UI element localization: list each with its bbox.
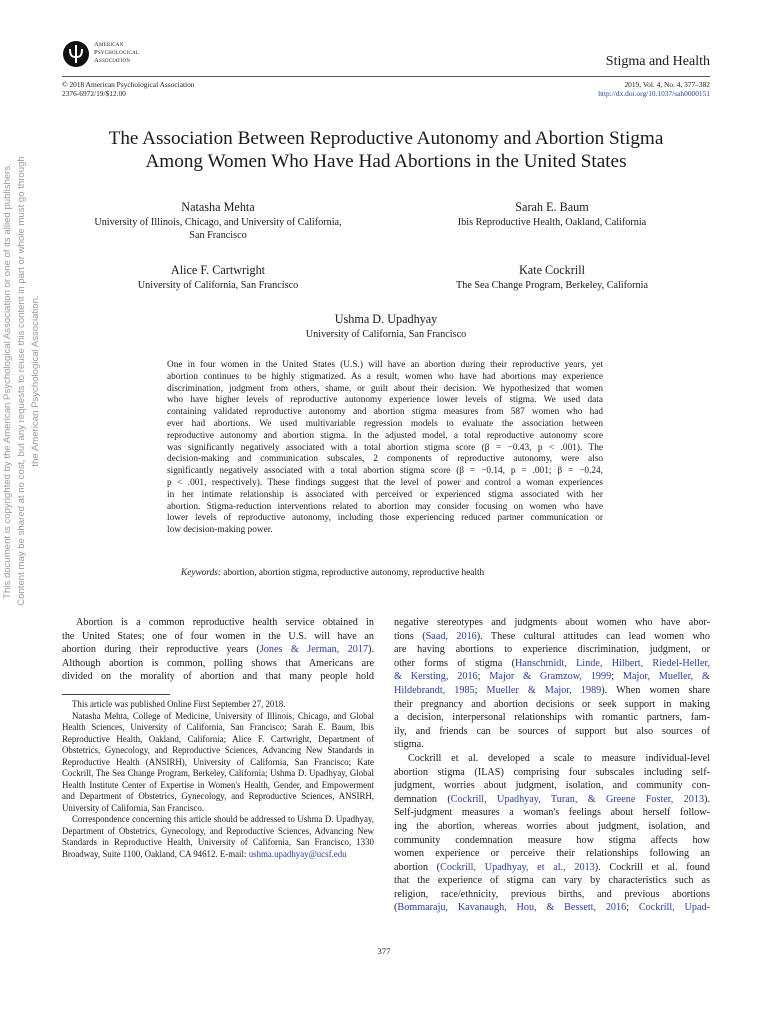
body-line xyxy=(394,670,710,684)
body-line: Abortion is a common reproductive health service obtained in xyxy=(76,617,374,628)
body-line xyxy=(394,793,710,807)
affiliation-line: San Francisco xyxy=(189,230,247,241)
body-line xyxy=(394,684,710,698)
text-run: ; xyxy=(626,902,639,914)
body-line: religion, race/ethnicity, previous births, and previous abortions xyxy=(394,888,710,900)
apa-logo xyxy=(62,40,152,74)
citation-link[interactable]: Major, Mueller, & xyxy=(622,671,710,683)
author-affiliation: The Sea Change Program, Berkeley, California xyxy=(456,280,648,291)
body-line: divided on the morality of abortion and that many people hold xyxy=(62,671,374,683)
sidebar-line: This document is copyrighted by the American Psychological Association or one of its allied publishers. xyxy=(2,163,13,599)
keywords-text: abortion, abortion stigma, reproductive autonomy, reproductive health xyxy=(223,568,485,578)
body-line xyxy=(394,657,710,671)
body-line xyxy=(394,861,710,875)
journal-name: Stigma and Health xyxy=(605,54,710,69)
text-run: ; xyxy=(477,671,490,683)
text-run: ). Cockrill et al. found xyxy=(594,861,710,873)
paragraph xyxy=(394,616,710,752)
abstract-line: significantly negatively associated with a total abortion stigma score (β = −0.14, p = .001; β = −0.24, xyxy=(167,466,603,477)
text-run: ; xyxy=(611,671,623,683)
article-title xyxy=(62,127,710,173)
body-line: ing the abortion, whereas worries about judgment, isolation, and xyxy=(394,820,710,832)
email-link[interactable]: ushma.upadhyay@ucsf.edu xyxy=(248,848,347,859)
footnote-published: This article was published Online First September 27, 2018. xyxy=(72,699,286,709)
author-name: Ushma D. Upadhyay xyxy=(334,312,438,326)
abstract-line: decision-making and communication subscales, 2 components of reproductive autonomy, were also xyxy=(167,454,603,465)
body-line xyxy=(394,901,710,915)
body-line: are having abortions to experience discrimination, judgment, or xyxy=(394,644,710,656)
text-run: ). xyxy=(368,644,374,656)
text-run: ). xyxy=(704,793,710,805)
author-block xyxy=(62,200,374,242)
title-line: Among Women Who Have Had Abortions in the United States xyxy=(145,151,627,172)
citation-link[interactable]: Cockrill, Upad- xyxy=(638,902,710,914)
body-line: women experience or perceive their relationships following an xyxy=(394,848,710,860)
abstract-line: lower levels of reproductive autonomy, including those experiencing reduced partner communication or xyxy=(167,513,603,524)
body-line: stigma. xyxy=(394,739,424,751)
citation-link[interactable]: Cockrill, Upadhyay, et al., 2013 xyxy=(440,861,595,873)
author-block xyxy=(62,312,710,341)
author-affiliation xyxy=(62,216,374,242)
copyright: © 2018 American Psychological Association xyxy=(62,80,195,89)
citation-link[interactable]: & Kersting, 2016 xyxy=(394,671,478,683)
logo-line: American xyxy=(94,41,124,48)
abstract-line: was significantly negatively associated with a total abortion stigma score (β = −0.43, p < .001). The xyxy=(167,442,603,453)
logo-line: Association xyxy=(94,57,131,64)
body-line: that the experience of stigma can vary by characteristics such as xyxy=(394,875,710,887)
author-block xyxy=(62,263,374,292)
abstract-line: low decision-making power. xyxy=(167,525,273,536)
text-run: ( xyxy=(394,902,398,914)
text-run: abortion ( xyxy=(394,861,441,873)
text-run: tions ( xyxy=(394,630,426,642)
body-left-column xyxy=(62,616,374,684)
citation-block xyxy=(598,80,710,98)
author-name: Alice F. Cartwright xyxy=(170,263,266,277)
citation-link[interactable]: Major & Gramzow, 1999 xyxy=(489,671,612,683)
body-line: abortion stigma (ILAS) comprising four subscales including self- xyxy=(394,766,710,778)
author-block xyxy=(394,263,710,292)
abstract-line: One in four women in the United States (U.S.) will have an abortion during their reproductive years, yet xyxy=(167,360,603,370)
abstract-line: abortion continues to be highly stigmatized. As a result, women who have had abortions may experience xyxy=(167,371,603,382)
abstract-line: who have higher levels of reproductive autonomy experience lower levels of stigma. We used data xyxy=(167,395,603,406)
citation-link[interactable]: Cockrill, Upadhyay, Turan, & Greene Foster, 2013 xyxy=(450,793,705,805)
abstract-line: p < .001, respectively). These findings suggest that the level of power and control a woman experiences xyxy=(167,477,603,488)
volume-info: 2019, Vol. 4, No. 4, 377–382 xyxy=(624,80,710,89)
text-run: abortion during their reproductive years ( xyxy=(62,644,260,656)
body-line: negative stereotypes and judgments about women who have abor- xyxy=(394,617,710,628)
author-name: Sarah E. Baum xyxy=(515,200,589,214)
citation-link[interactable]: Hanschmidt, Linde, Hilbert, Riedel-Heller, xyxy=(515,657,710,669)
footnote-affiliations: Natasha Mehta, College of Medicine, University of Illinois, Chicago, and Global Health Sciences, University of California, San Francisco; Sarah E. Baum, Ibis Reproductive Health, Oakland, California; Alice F. Cartwright, Department of Obstetrics, Gynecology, and Reproductive Sciences, Advancing New Standards in Reproductive Health (ANSIRH), University of California, San Francisco; Kate Cockrill, The Sea Change Program, Berkeley, California; Ushma D. Upadhyay, Global Health Institute Center of Expertise in Women's Health, Gender, and Empowerment and Department of Obstetrics, Gynecology, and Reproductive Sciences, ANSIRH, University of California, San Francisco. xyxy=(62,710,374,813)
author-name: Natasha Mehta xyxy=(181,200,255,214)
citation-link[interactable]: Hildebrandt, 1985 xyxy=(394,684,475,696)
body-line xyxy=(62,643,374,657)
correspondence-text: Correspondence concerning this article should be addressed to Ushma D. Upadhyay, Department of Obstetrics, Gynecology, and Reproductive Sciences, Advancing New Standards in Reproductive Health, University of California, San Francisco, 1330 Broadway, Suite 1100, Oakland, CA 94612. E-mail: xyxy=(62,814,374,859)
body-line xyxy=(394,630,710,644)
body-line: ily, and friends can be sources of support but also sources of xyxy=(394,725,710,737)
abstract xyxy=(167,360,603,537)
citation-link[interactable]: Bommaraju, Kavanaugh, Hou, & Bessett, 2016 xyxy=(397,902,627,914)
citation-link[interactable]: Jones & Jerman, 2017 xyxy=(259,644,369,656)
author-affiliation: University of California, San Francisco xyxy=(305,329,467,340)
author-name: Kate Cockrill xyxy=(519,263,585,277)
body-line: community condemnation measure how stigma affects how xyxy=(394,834,710,846)
abstract-line: abortion. Stigma-reduction interventions related to abortion may consider focusing on women who have xyxy=(167,501,603,512)
body-right-column xyxy=(394,616,710,915)
affiliation-line: University of Illinois, Chicago, and University of California, xyxy=(94,217,342,228)
header-rule xyxy=(62,76,710,77)
doi-link[interactable]: http://dx.doi.org/10.1037/sah0000151 xyxy=(598,89,710,98)
text-run: other forms of stigma ( xyxy=(394,657,515,669)
text-run: ; xyxy=(474,684,487,696)
abstract-line: discrimination, judgment from others, shame, or guilt about their decision. We hypothesized that women xyxy=(167,383,603,394)
keywords xyxy=(167,567,603,579)
page-number: 377 xyxy=(377,946,391,956)
citation-link[interactable]: Saad, 2016 xyxy=(425,630,477,642)
abstract-line: ever had abortions. We used multivariable regression models to evaluate the association between xyxy=(167,418,603,429)
logo-line: Psychological xyxy=(94,49,140,56)
text-run: demnation ( xyxy=(394,793,451,805)
keywords-label: Keywords: xyxy=(181,568,221,578)
footnote-correspondence xyxy=(62,814,374,860)
body-line: Although abortion is common, polling shows that Americans are xyxy=(62,657,374,669)
sidebar-line: Content may be shared at no cost, but any requests to reuse this content in part or whole must go through the American Psychological Association. xyxy=(16,156,41,606)
paragraph xyxy=(394,752,710,915)
body-line: the United States; one of four women in the U.S. will have an xyxy=(62,630,374,642)
copyright-sidebar xyxy=(1,156,43,606)
body-line: their pregnancy and abortion decisions or seek support in making xyxy=(394,698,710,710)
abstract-line: in her intimate relationship is associated with perceived or experienced stigma associated with her xyxy=(167,489,603,500)
author-affiliation: Ibis Reproductive Health, Oakland, California xyxy=(457,217,647,228)
footnotes xyxy=(62,699,374,860)
author-affiliation: University of California, San Francisco xyxy=(137,280,299,291)
issn: 2376-6972/19/$12.00 xyxy=(62,89,126,98)
abstract-line: reproductive autonomy and abortion stigma. In the adjusted model, a total reproductive autonomy score xyxy=(167,430,603,441)
abstract-line: containing validated reproductive autonomy and abortion stigma measures from 587 women who had xyxy=(167,407,603,418)
author-block xyxy=(394,200,710,229)
body-line: a decision, interpersonal relationships with romantic partners, fam- xyxy=(394,712,710,724)
title-line: The Association Between Reproductive Autonomy and Abortion Stigma xyxy=(108,128,664,149)
body-line: Self-judgment measures a woman's feelings about herself follow- xyxy=(394,807,710,819)
copyright-block xyxy=(62,80,194,98)
text-run: ). When women share xyxy=(601,684,710,696)
footnote-rule xyxy=(62,694,170,695)
citation-link[interactable]: Mueller & Major, 1989 xyxy=(486,684,602,696)
text-run: ). These cultural attitudes can lead women who xyxy=(476,630,710,642)
apa-psi-icon xyxy=(62,40,90,68)
body-line: judgment, worries about judgment, isolation, and community con- xyxy=(394,780,710,792)
body-line: Cockrill et al. developed a scale to measure individual-level xyxy=(408,752,710,764)
